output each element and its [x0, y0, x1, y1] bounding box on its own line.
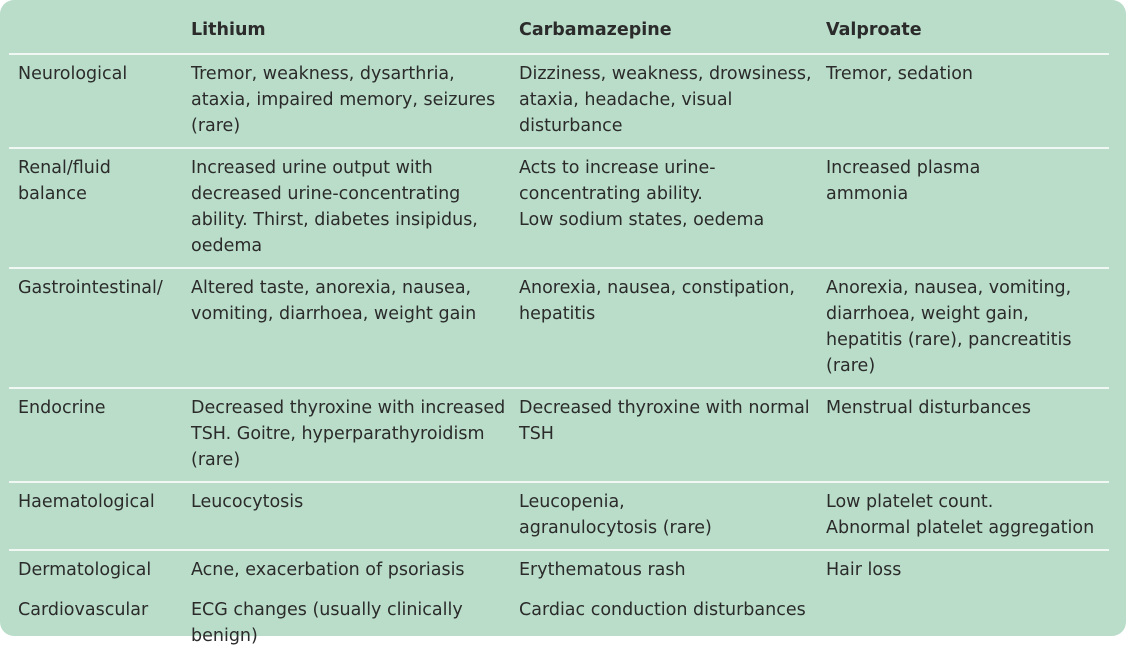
- cell-valproate: Increased plasma ammonia: [826, 148, 1109, 268]
- table-row: [9, 482, 1109, 550]
- cell-valproate: Hair loss: [826, 550, 1109, 591]
- cell-valproate: Menstrual disturbances: [826, 388, 1109, 482]
- table-row: [9, 388, 1109, 482]
- cell-carbamazepine: Decreased thyroxine with normal TSH: [519, 388, 826, 482]
- cell-valproate: Tremor, sedation: [826, 64, 974, 84]
- row-category: Dermatological: [9, 550, 191, 591]
- cell-lithium: Increased urine output with decreased urine-concentrating ability. Thirst, diabetes insipidus, oedema: [191, 148, 519, 268]
- row-category: Gastrointestinal/: [9, 268, 191, 388]
- cell-lithium: ECG changes (usually clinically benign): [191, 600, 463, 646]
- cell-carbamazepine: Erythematous rash: [519, 550, 826, 591]
- cell-lithium: Leucocytosis: [191, 482, 519, 550]
- table-row: [9, 268, 1109, 388]
- row-category: Renal/fluid balance: [9, 148, 191, 268]
- header-valproate: Valproate: [826, 13, 1109, 54]
- header-lithium: Lithium: [191, 13, 519, 54]
- cell-carbamazepine: Dizziness, weakness, drowsiness, ataxia, headache, visual disturbance: [519, 64, 812, 136]
- table-row: [9, 591, 1109, 657]
- cell-lithium: Altered taste, anorexia, nausea, vomiting, diarrhoea, weight gain: [191, 268, 519, 388]
- row-category: Haematological: [9, 482, 191, 550]
- cell-valproate: [826, 591, 1109, 657]
- header-category: [9, 13, 191, 54]
- cell-valproate-line-2: Abnormal platelet aggregation: [826, 518, 1095, 538]
- cell-carbamazepine: Cardiac conduction disturbances: [519, 600, 806, 620]
- row-category: Cardiovascular: [18, 600, 149, 620]
- cell-valproate-line-1: Low platelet count.: [826, 492, 994, 512]
- cell-valproate: Anorexia, nausea, vomiting, diarrhoea, weight gain, hepatitis (rare), pancreatitis (rare): [826, 268, 1109, 388]
- table-row: [9, 148, 1109, 268]
- cell-carbamazepine-line-2: Low sodium states, oedema: [519, 210, 765, 230]
- cell-lithium: Acne, exacerbation of psoriasis: [191, 550, 519, 591]
- cell-carbamazepine: Leucopenia, agranulocytosis (rare): [519, 482, 826, 550]
- cell-lithium: Tremor, weakness, dysarthria, ataxia, impaired memory, seizures (rare): [191, 64, 496, 136]
- row-category: Neurological: [18, 64, 128, 84]
- cell-carbamazepine-line-1: Acts to increase urine-concentrating ability.: [519, 158, 716, 204]
- row-category: Endocrine: [9, 388, 191, 482]
- side-effects-table: [9, 13, 1109, 657]
- cell-carbamazepine: [519, 148, 826, 268]
- cell-carbamazepine: Anorexia, nausea, constipation, hepatitis: [519, 268, 826, 388]
- cell-valproate: [826, 482, 1109, 550]
- header-row: [9, 13, 1109, 54]
- header-carbamazepine: Carbamazepine: [519, 13, 826, 54]
- table-row: [9, 550, 1109, 591]
- cell-lithium: Decreased thyroxine with increased TSH. Goitre, hyperparathyroidism (rare): [191, 388, 519, 482]
- table-row: [9, 54, 1109, 148]
